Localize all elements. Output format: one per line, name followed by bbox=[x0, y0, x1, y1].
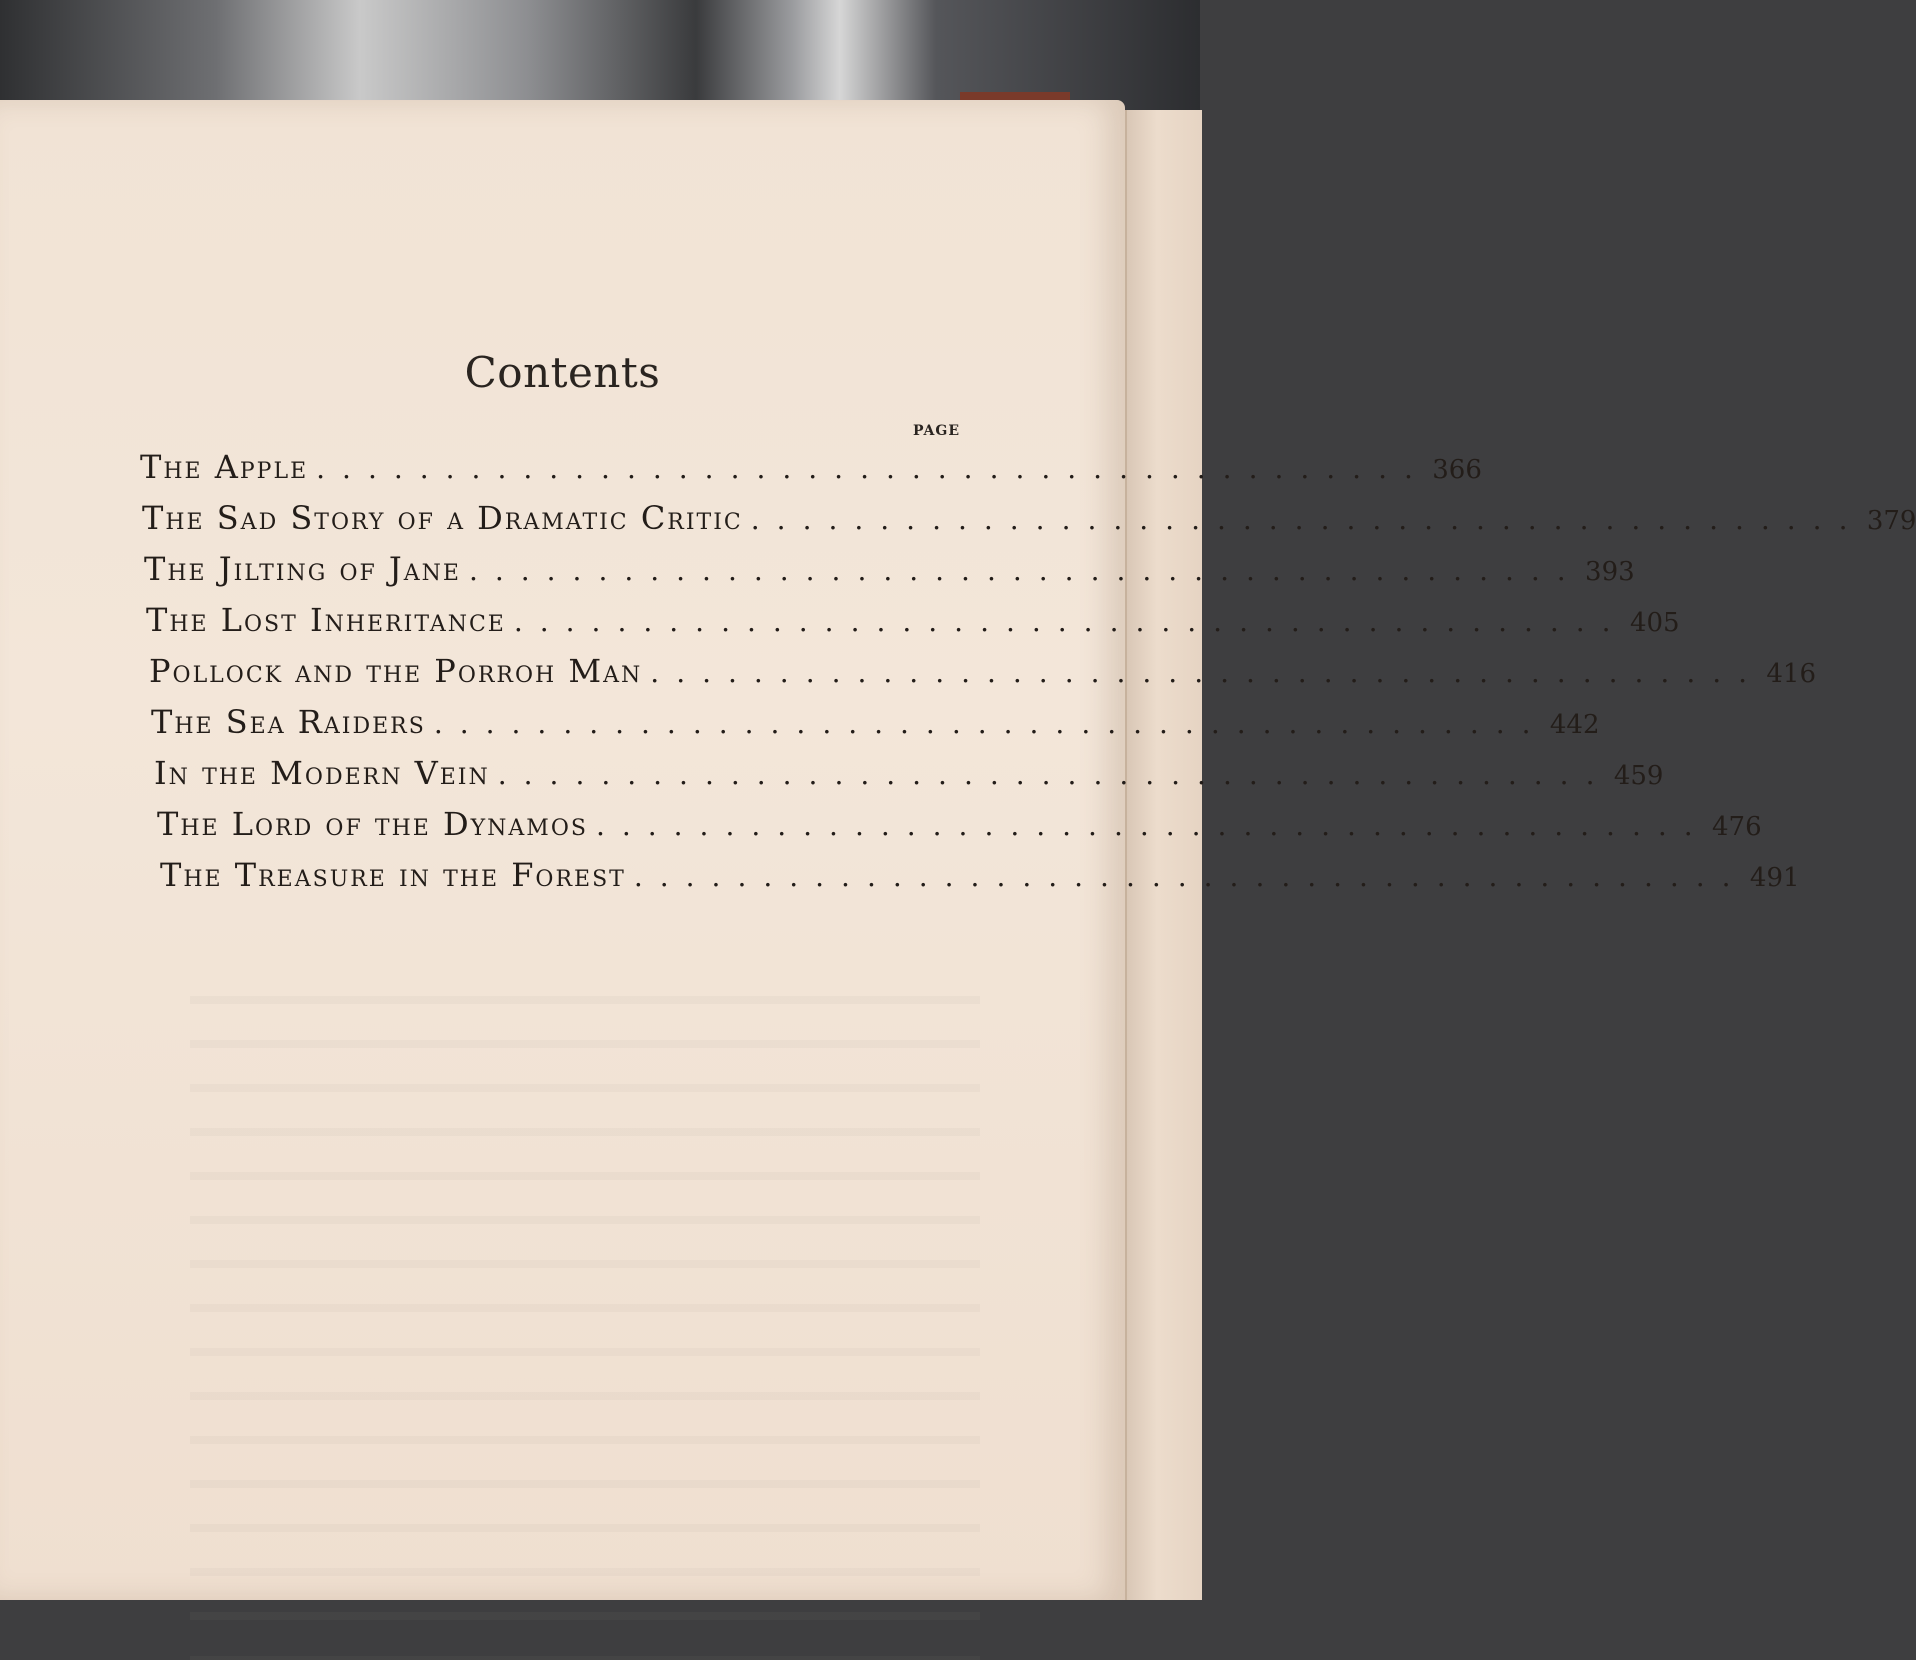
dot-leader: ........................................... bbox=[650, 656, 1765, 689]
toc-entry-page: 379 bbox=[1866, 506, 1916, 536]
toc-entry bbox=[140, 550, 1635, 601]
toc-entry-title: Pollock and the Porroh Man bbox=[149, 652, 643, 690]
dot-leader: ........................................... bbox=[468, 554, 1583, 587]
toc-entry-title: The Jilting of Jane bbox=[144, 550, 461, 588]
toc-entry bbox=[140, 703, 1600, 754]
toc-entry-title: In the Modern Vein bbox=[154, 754, 490, 792]
toc-entry-title: The Sad Story of a Dramatic Critic bbox=[142, 499, 743, 537]
toc-entry bbox=[140, 652, 1817, 703]
toc-entry-title: The Treasure in the Forest bbox=[160, 856, 626, 894]
show-through-text bbox=[190, 960, 980, 1660]
table-of-contents bbox=[140, 448, 1916, 907]
dot-leader: ........................................... bbox=[316, 452, 1430, 485]
toc-entry bbox=[140, 601, 1680, 652]
toc-entry-page: 459 bbox=[1613, 761, 1664, 791]
page-title: Contents bbox=[464, 348, 661, 397]
toc-entry bbox=[140, 499, 1916, 550]
toc-entry-page: 393 bbox=[1585, 557, 1635, 587]
toc-entry-page: 491 bbox=[1749, 863, 1800, 893]
toc-entry bbox=[140, 856, 1800, 907]
toc-entry-title: The Lord of the Dynamos bbox=[157, 805, 588, 843]
toc-entry-page: 442 bbox=[1549, 710, 1600, 740]
dot-leader: ........................................... bbox=[633, 860, 1748, 893]
dot-leader: ........................................... bbox=[433, 707, 1548, 740]
toc-entry bbox=[140, 805, 1762, 856]
dot-leader: ........................................... bbox=[513, 605, 1628, 638]
toc-entry-page: 405 bbox=[1629, 608, 1680, 638]
toc-entry bbox=[140, 448, 1482, 499]
toc-entry-page: 476 bbox=[1712, 812, 1762, 842]
toc-entry-title: The Sea Raiders bbox=[151, 703, 426, 741]
facing-page-edge bbox=[1125, 110, 1202, 1600]
dot-leader: ........................................... bbox=[595, 809, 1710, 842]
toc-entry-title: The Lost Inheritance bbox=[146, 601, 506, 639]
dot-leader: ........................................... bbox=[497, 758, 1612, 791]
toc-entry bbox=[140, 754, 1664, 805]
toc-entry-page: 416 bbox=[1766, 659, 1817, 689]
page-column-label: PAGE bbox=[913, 423, 960, 439]
toc-entry-page: 366 bbox=[1432, 455, 1482, 485]
toc-entry-title: The Apple bbox=[140, 448, 309, 486]
dot-leader: ........................................... bbox=[750, 503, 1865, 536]
